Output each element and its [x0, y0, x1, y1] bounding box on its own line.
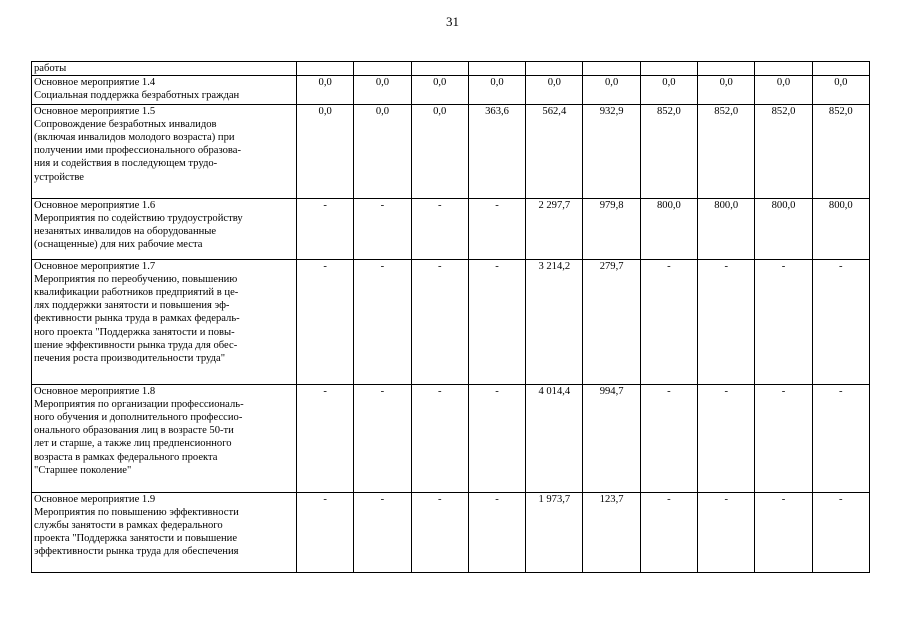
row-description	[32, 105, 297, 199]
description-line: Основное мероприятие 1.7	[34, 261, 156, 273]
value-cell: -	[411, 385, 468, 493]
description-line: Мероприятия по повышению эффективности	[34, 507, 239, 519]
description-line: "Старшее поколение"	[34, 464, 132, 476]
description-line: эффективности рынка труда для обеспечения	[34, 546, 239, 558]
value-cell: -	[698, 260, 755, 385]
value-cell: -	[812, 493, 869, 573]
description-line: Основное мероприятие 1.4	[34, 77, 156, 89]
table-body	[32, 62, 870, 573]
value-cell: 4 014,4	[526, 385, 583, 493]
description-line: ния и содействия в последующем трудо-	[34, 158, 218, 170]
value-cell: 0,0	[698, 76, 755, 105]
value-cell: 0,0	[411, 105, 468, 199]
value-cell: -	[354, 493, 411, 573]
description-line: Основное мероприятие 1.8	[34, 386, 156, 398]
value-cell: -	[468, 199, 525, 260]
value-cell: 852,0	[755, 105, 812, 199]
value-cell: 800,0	[812, 199, 869, 260]
value-cell: 0,0	[755, 76, 812, 105]
table-row	[32, 385, 870, 493]
value-cell	[354, 62, 411, 76]
value-cell: 800,0	[755, 199, 812, 260]
table-row	[32, 76, 870, 105]
value-cell	[583, 62, 640, 76]
row-description	[32, 385, 297, 493]
value-cell	[698, 62, 755, 76]
value-cell: -	[755, 385, 812, 493]
description-line: Основное мероприятие 1.5	[34, 106, 156, 118]
description-line: возраста в рамках федерального проекта	[34, 451, 218, 463]
page-number: 31	[446, 14, 459, 29]
description-line: получении ими профессионального образова-	[34, 145, 242, 157]
description-line: незанятых инвалидов на оборудованные	[34, 226, 217, 238]
value-cell: 0,0	[812, 76, 869, 105]
value-cell: 0,0	[354, 105, 411, 199]
value-cell: -	[468, 493, 525, 573]
value-cell: 852,0	[640, 105, 697, 199]
table-row	[32, 260, 870, 385]
description-line: Мероприятия по переобучению, повышению	[34, 274, 238, 286]
value-cell: 800,0	[640, 199, 697, 260]
description-line: службы занятости в рамках федерального	[34, 520, 223, 532]
value-cell: 932,9	[583, 105, 640, 199]
value-cell: -	[297, 260, 354, 385]
row-description	[32, 493, 297, 573]
value-cell: -	[755, 493, 812, 573]
value-cell: -	[354, 199, 411, 260]
value-cell: 994,7	[583, 385, 640, 493]
description-line: Мероприятия по содействию трудоустройству	[34, 213, 243, 225]
value-cell	[812, 62, 869, 76]
value-cell: 0,0	[583, 76, 640, 105]
row-description	[32, 260, 297, 385]
value-cell: -	[755, 260, 812, 385]
description-line: ного проекта "Поддержка занятости и повы-	[34, 326, 235, 338]
value-cell: 1 973,7	[526, 493, 583, 573]
value-cell: -	[468, 260, 525, 385]
description-line: проекта "Поддержка занятости и повышение	[34, 533, 238, 545]
description-line: квалификации работников предприятий в це-	[34, 287, 239, 299]
value-cell	[297, 62, 354, 76]
value-cell: 0,0	[468, 76, 525, 105]
description-line: (оснащенные) для них рабочие места	[34, 239, 203, 251]
value-cell: 3 214,2	[526, 260, 583, 385]
value-cell: -	[812, 385, 869, 493]
value-cell: 852,0	[812, 105, 869, 199]
value-cell	[411, 62, 468, 76]
description-line: печения роста производительности труда"	[34, 352, 226, 364]
description-line: Сопровождение безработных инвалидов	[34, 119, 217, 131]
description-line: Мероприятия по организации профессиональ-	[34, 399, 244, 411]
description-line: шение эффективности рынка труда для обес-	[34, 339, 238, 351]
value-cell: -	[297, 493, 354, 573]
row-description	[32, 76, 297, 105]
value-cell: 800,0	[698, 199, 755, 260]
value-cell: -	[468, 385, 525, 493]
value-cell: -	[812, 260, 869, 385]
value-cell: -	[411, 493, 468, 573]
description-line: ного обучения и дополнительного профессио-	[34, 412, 243, 424]
table-row	[32, 62, 870, 76]
value-cell: 363,6	[468, 105, 525, 199]
value-cell: 123,7	[583, 493, 640, 573]
value-cell: -	[640, 493, 697, 573]
row-description	[32, 199, 297, 260]
row-description	[32, 62, 297, 76]
description-line: фективности рынка труда в рамках федераль-	[34, 313, 240, 325]
value-cell: -	[354, 260, 411, 385]
description-line: лет и старше, а также лиц предпенсионного	[34, 438, 232, 450]
description-line: онального образования лиц в возрасте 50-ти	[34, 425, 234, 437]
value-cell: -	[411, 260, 468, 385]
value-cell: -	[411, 199, 468, 260]
value-cell: 852,0	[698, 105, 755, 199]
value-cell: -	[640, 260, 697, 385]
value-cell	[640, 62, 697, 76]
value-cell: 2 297,7	[526, 199, 583, 260]
value-cell: 0,0	[640, 76, 697, 105]
value-cell	[468, 62, 525, 76]
value-cell: -	[698, 385, 755, 493]
value-cell: 0,0	[411, 76, 468, 105]
value-cell: -	[698, 493, 755, 573]
value-cell	[755, 62, 812, 76]
value-cell: 0,0	[526, 76, 583, 105]
value-cell: -	[354, 385, 411, 493]
value-cell	[526, 62, 583, 76]
value-cell: 562,4	[526, 105, 583, 199]
value-cell: 279,7	[583, 260, 640, 385]
description-line: Основное мероприятие 1.9	[34, 494, 156, 506]
table-row	[32, 199, 870, 260]
description-line: (включая инвалидов молодого возраста) при	[34, 132, 235, 144]
description-line: устройстве	[34, 171, 84, 183]
budget-table	[31, 61, 870, 573]
table-row	[32, 493, 870, 573]
value-cell: 0,0	[354, 76, 411, 105]
value-cell: -	[640, 385, 697, 493]
table-row	[32, 105, 870, 199]
description-line: Основное мероприятие 1.6	[34, 200, 156, 212]
description-line: Социальная поддержка безработных граждан	[34, 90, 240, 102]
description-line: лях поддержки занятости и повышения эф-	[34, 300, 230, 312]
value-cell: -	[297, 199, 354, 260]
value-cell: 0,0	[297, 105, 354, 199]
value-cell: 979,8	[583, 199, 640, 260]
value-cell: -	[297, 385, 354, 493]
value-cell: 0,0	[297, 76, 354, 105]
description-line: работы	[34, 63, 67, 74]
